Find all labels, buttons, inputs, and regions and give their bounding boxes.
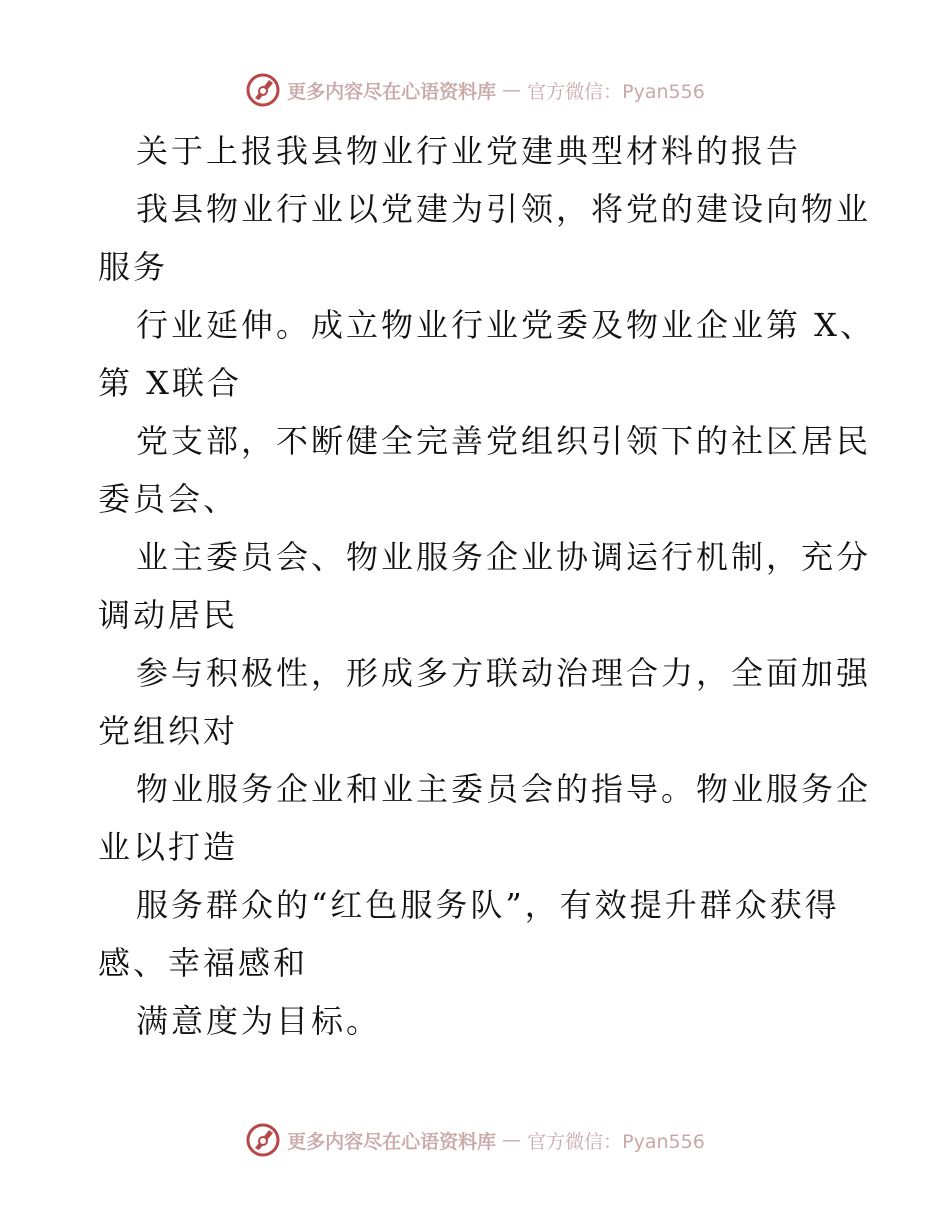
paragraph-line: 第 X联合 [98,364,242,402]
paragraph-line: 调动居民 [98,596,239,634]
paragraph-line: 党组织对 [98,712,239,750]
document-title: 关于上报我县物业行业党建典型材料的报告 [136,132,802,170]
paragraph-line: 物业服务企业和业主委员会的指导。物业服务企 [136,770,872,808]
paragraph-line: 党支部，不断健全完善党组织引领下的社区居民 [136,422,872,460]
watermark-separator: — [502,1129,522,1151]
watermark-contact-text: 官方微信：Pyan556 [527,1130,705,1153]
paragraph-line: 服务群众的“红色服务队”，有效提升群众获得 [136,886,840,924]
watermark-brand-text: 更多内容尽在心语资料库 [287,1130,497,1153]
paragraph-line: 行业延伸。成立物业行业党委及物业企业第 X、 [136,306,875,344]
paragraph-line: 服务 [98,248,169,286]
footer-watermark [0,1120,950,1160]
quill-seal-icon [245,1122,281,1158]
watermark-separator: — [502,79,522,101]
quill-seal-icon [245,72,281,108]
paragraph-line: 委员会、 [98,480,239,518]
paragraph-line: 满意度为目标。 [136,1002,382,1040]
watermark-contact-text: 官方微信：Pyan556 [527,80,705,103]
paragraph-line: 业以打造 [98,828,239,866]
paragraph-line: 参与积极性，形成多方联动治理合力，全面加强 [136,654,872,692]
watermark-brand-text: 更多内容尽在心语资料库 [287,80,497,103]
paragraph-line: 我县物业行业以党建为引领，将党的建设向物业 [136,190,872,228]
paragraph-line: 感、幸福感和 [98,944,309,982]
document-body [98,122,875,1050]
paragraph-line: 业主委员会、物业服务企业协调运行机制，充分 [136,538,872,576]
header-watermark [0,70,950,110]
